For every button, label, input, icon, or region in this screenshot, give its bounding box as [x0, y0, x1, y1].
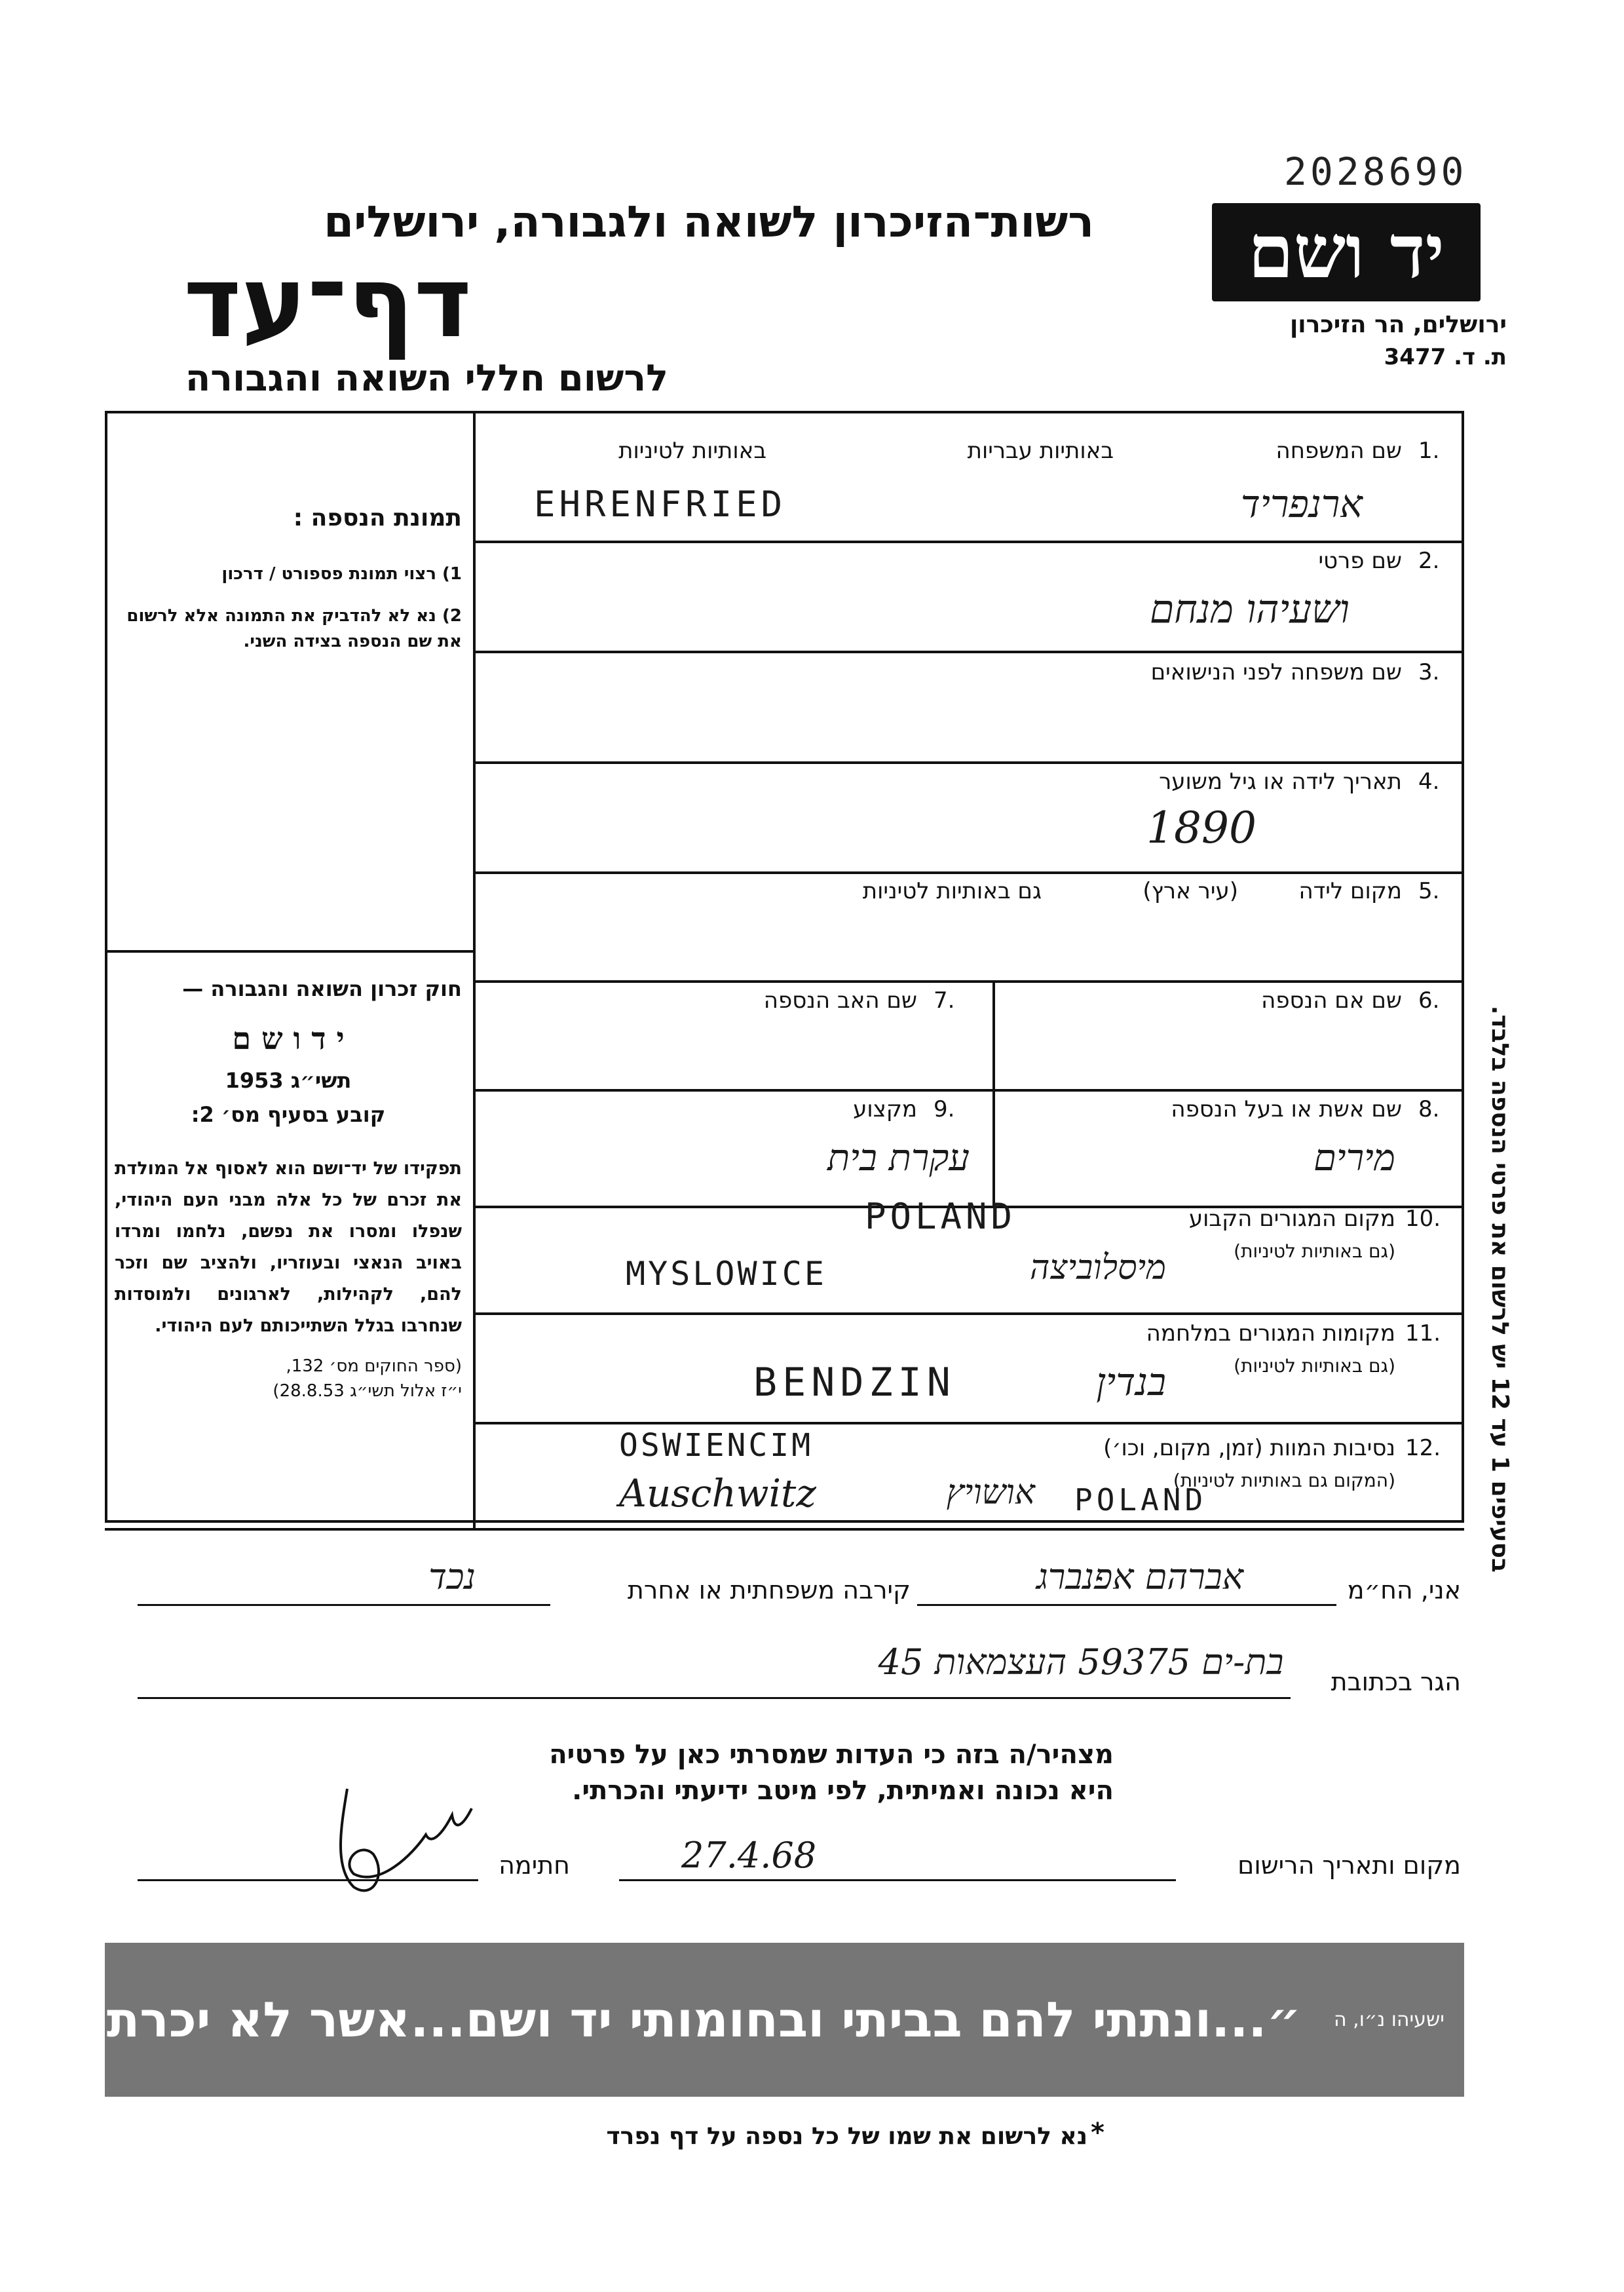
field-8-value[interactable]: מירים [1313, 1137, 1395, 1179]
declaration-statement-2: היא נכונה ואמיתית, לפי מיטב ידיעתי והכרתי. [572, 1776, 1114, 1806]
field-1-label: שם המשפחה [1275, 438, 1402, 464]
field-12-value-4[interactable]: POLAND [1074, 1482, 1207, 1518]
split-divider [992, 980, 995, 1207]
signature-mark [314, 1776, 485, 1907]
field-5-label: מקום לידה [1298, 878, 1402, 904]
declaration-i-line [917, 1604, 1336, 1606]
law-source-2: י״ז אלול תשי״ג 28.8.53) [273, 1381, 462, 1402]
photo-law-divider [105, 950, 476, 953]
photo-box-title: תמונת הנספה : [293, 505, 462, 531]
declaration-address-value[interactable]: בת-ים 59375 העצמאות 45 [878, 1641, 1284, 1683]
field-9-value[interactable]: עקרת בית [827, 1137, 970, 1179]
field-9-label: מקצוע [853, 1096, 917, 1122]
row-divider [473, 980, 1464, 983]
field-4-value[interactable]: 1890 [1146, 803, 1256, 853]
row-divider [473, 871, 1464, 874]
row-divider [473, 1312, 1464, 1315]
photo-box [115, 505, 462, 655]
declaration-relation-label: קירבה משפחתית או אחרת [627, 1576, 911, 1605]
row-divider [473, 761, 1464, 764]
field-12-value-3[interactable]: אושויץ [946, 1473, 1035, 1512]
declaration-signature-label: חתימה [499, 1851, 570, 1880]
field-2-label: שם פרטי [1318, 548, 1402, 574]
field-11-label: מקומות המגורים במלחמה [1146, 1320, 1395, 1347]
law-clause: קובע בסעיף מס׳ 2: [191, 1102, 386, 1127]
field-3-number: 3. [1418, 659, 1440, 685]
field-11-value-hebrew[interactable]: בנדין [1096, 1360, 1166, 1404]
banner-quote: ״...ונתתי להם בביתי ובחומותי יד ושם...אשר לא יכרת״ [72, 1991, 1302, 2048]
photo-box-note-1: 1) רצוי תמונת פספורט / דרכון [221, 564, 462, 584]
side-note: בסעיפים 1 עד 12 יש לרשום את פרטי הנספה בלבד. [1486, 1005, 1513, 1573]
field-6-number: 6. [1418, 987, 1440, 1014]
row-divider [473, 1422, 1464, 1424]
field-12-latin-hint: (המקום גם באותיות לטיניות) [1173, 1470, 1395, 1491]
declaration-relation-value[interactable]: נכד [428, 1556, 476, 1597]
law-source-1: (ספר החוקים מס׳ 132, [286, 1356, 462, 1377]
field-11-value-latin[interactable]: BENDZIN [753, 1360, 956, 1405]
field-12-number: 12. [1405, 1435, 1441, 1461]
field-7-number: 7. [934, 987, 955, 1014]
field-10-value-country[interactable]: POLAND [865, 1196, 1017, 1237]
declaration-address-line [138, 1697, 1291, 1699]
footer-star: * [1091, 2118, 1105, 2148]
field-5-number: 5. [1418, 878, 1440, 904]
footer-note: נא לרשום את שמו של כל נספה על דף נפרד [606, 2123, 1087, 2150]
law-box [115, 976, 462, 1401]
declaration-place-date-line [619, 1879, 1176, 1881]
field-5-latin-hint: גם באותיות לטיניות [862, 878, 1042, 904]
serial-number: 2028690 [1284, 149, 1467, 194]
field-5-label-extra: (עיר ארץ) [1142, 878, 1238, 904]
quote-banner [72, 1943, 1464, 2097]
law-title: חוק זכרון השואה והגבורה — [182, 976, 462, 1001]
field-6-label: שם אם הנספה [1261, 987, 1402, 1014]
field-3-label: שם משפחה לפני הנישואים [1150, 659, 1402, 685]
field-2-value[interactable]: ושעיהו מנחם [1149, 586, 1350, 632]
field-10-value-city-hebrew[interactable]: מיסלוביצה [1029, 1248, 1166, 1288]
declaration-statement-1: מצהיר/ה בזה כי העדות שמסרתי כאן על פרטיה [549, 1740, 1114, 1770]
field-8-number: 8. [1418, 1096, 1440, 1122]
law-text: תפקידו של יד־ושם הוא לאסוף אל המולדת את זכרם של כל אלה מבני העם היהודי, שנפלו ומסרו את נפשם, נלחמו ומרדו באויב הנאצי ובעוזריו, ולהציב שם וזכר להם, לקהילות, לארגונים ולמוסדות שנחרבו בגלל השתייכותם לעם היהודי. [115, 1158, 462, 1337]
declaration-relation-line [138, 1604, 550, 1606]
form-subtitle: לרשום חללי השואה והגבורה [185, 357, 668, 400]
law-name: י ד ו ש ם [232, 1021, 345, 1056]
field-4-number: 4. [1418, 769, 1440, 795]
declaration-i-label: אני, הח״מ [1347, 1576, 1461, 1605]
field-12-label: נסיבות המוות (זמן, מקום, וכו׳) [1103, 1435, 1395, 1461]
left-column-divider [473, 411, 476, 1530]
field-10-number: 10. [1405, 1206, 1441, 1232]
field-1-number: 1. [1418, 438, 1440, 464]
po-box: ת. ד. 3477 [1384, 344, 1507, 370]
row-divider [473, 651, 1464, 653]
law-bottom-divider [105, 1528, 1464, 1531]
field-10-latin-hint: (גם באותיות לטיניות) [1234, 1240, 1395, 1262]
field-11-latin-hint: (גם באותיות לטיניות) [1234, 1355, 1395, 1377]
field-2-number: 2. [1418, 548, 1440, 574]
field-11-number: 11. [1405, 1320, 1441, 1347]
declaration-place-date-value[interactable]: 27.4.68 [681, 1835, 817, 1876]
photo-box-note-2: 2) נא לא להדביק את התמונה אלא לרשום את שם הנספה בצידה השני. [126, 606, 462, 651]
field-12-value-1[interactable]: OSWIENCIM [619, 1427, 814, 1464]
field-1-value-latin[interactable]: EHRENFRIED [534, 484, 787, 525]
authority-title: רשות־הזיכרון לשואה ולגבורה, ירושלים [324, 197, 1094, 247]
row-divider [473, 541, 1464, 543]
declaration-place-date-label: מקום ותאריך הרישום [1237, 1851, 1461, 1880]
address-line: ירושלים, הר הזיכרון [1289, 311, 1507, 338]
yad-vashem-logo: יד ושם [1212, 203, 1481, 301]
banner-source: ישעיהו נ״ו, ה [1334, 2008, 1445, 2031]
field-8-label: שם אשת או בעל הנספה [1171, 1096, 1402, 1122]
field-9-number: 9. [934, 1096, 955, 1122]
declaration-address-label: הגר בכתובת [1331, 1668, 1461, 1696]
form-title: דף־עד [183, 246, 472, 360]
field-10-label: מקום המגורים הקבוע [1188, 1206, 1395, 1232]
field-4-label: תאריך לידה או גיל משוער [1159, 769, 1402, 795]
field-7-label: שם האב הנספה [763, 987, 917, 1014]
law-year: תשי״ג 1953 [225, 1068, 352, 1093]
field-1-value-hebrew[interactable]: ארנפריד [1240, 482, 1363, 526]
field-10-value-city-latin[interactable]: MYSLOWICE [626, 1255, 827, 1293]
field-1-hebrew-hint: באותיות עבריות [967, 438, 1114, 464]
field-12-value-2[interactable]: Auschwitz [619, 1471, 816, 1516]
field-1-latin-hint: באותיות לטיניות [618, 438, 766, 464]
declaration-i-value[interactable]: אברהם אפנברג [1036, 1556, 1244, 1597]
row-divider [473, 1089, 1464, 1092]
